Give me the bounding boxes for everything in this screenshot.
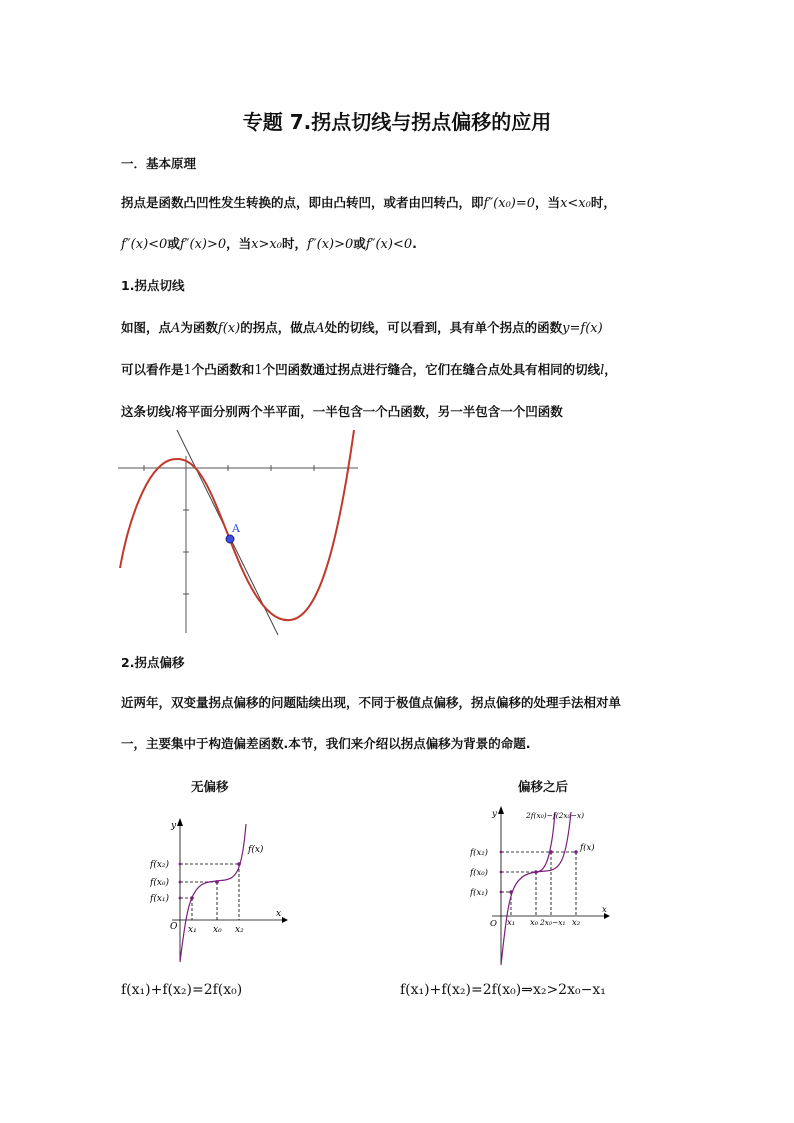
fx1-label: f(x₁): [470, 888, 488, 898]
points: [179, 862, 241, 900]
section-heading-offset: 2.拐点偏移: [121, 655, 185, 670]
x1-label: x₁: [188, 925, 197, 935]
figure-caption-no-offset: 无偏移: [191, 779, 229, 794]
text: .: [412, 236, 417, 251]
math: l: [171, 405, 176, 420]
text: 个凹函数通过拐点进行缝合，它们在缝合点处具有相同的切线: [262, 362, 601, 377]
math: A: [171, 321, 181, 336]
fx0-label: f(x₀): [150, 878, 170, 888]
page-title: 专题 7.拐点切线与拐点偏移的应用: [242, 110, 552, 134]
formula-after-offset: f(x₁)+f(x₂)=2f(x₀)⇒x₂>2x₀−x₁: [400, 982, 606, 998]
text: ，: [604, 362, 617, 377]
x-label: x: [602, 905, 607, 915]
text: 处的切线，可以看到，具有单个拐点的函数: [324, 320, 563, 335]
x-arrow-icon: [282, 917, 288, 923]
fx0-label: f(x₀): [470, 868, 488, 878]
y-label: y: [171, 821, 177, 831]
x0-label: x₀: [213, 925, 222, 935]
text: 个凸函数和: [191, 362, 255, 377]
axis-labels: [150, 821, 281, 935]
math: l: [600, 363, 605, 378]
text: ，当: [535, 195, 561, 210]
paragraph-line: [121, 318, 603, 336]
fx2-label: f(x₂): [470, 848, 488, 858]
formula-no-offset: f(x₁)+f(x₂)=2f(x₀): [121, 982, 243, 998]
inflection-point: [226, 535, 234, 543]
math: f″(x)>0: [306, 237, 354, 252]
x2-label: x₂: [235, 925, 244, 935]
guide-lines: [501, 852, 576, 916]
math: f(x): [217, 321, 241, 336]
text: 或: [353, 236, 366, 251]
reflected-curve: [536, 812, 555, 872]
math: x<x₀: [560, 196, 591, 211]
text: 拐点是函数凸凹性发生转换的点，即由凸转凹，或者由凹转凸，即: [121, 195, 484, 210]
paragraph-line: 一，主要集中于构造偏差函数.本节，我们来介绍以拐点偏移为背景的命题.: [121, 736, 531, 751]
paragraph-line: [121, 402, 563, 420]
text: 或: [167, 236, 180, 251]
curve-label: f(x): [248, 845, 264, 855]
after-offset-figure: [470, 800, 615, 968]
text: 时，: [281, 236, 307, 251]
text: 为函数: [180, 320, 218, 335]
y-arrow-icon: [177, 818, 183, 826]
math: f″(x)>0: [179, 237, 227, 252]
figure-caption-after-offset: 偏移之后: [518, 779, 569, 794]
reflected-curve-label: 2f(x₀)−f(2x₀−x): [526, 811, 585, 820]
paragraph-line: 近两年，双变量拐点偏移的问题陆续出现，不同于极值点偏移，拐点偏移的处理手法相对单: [121, 695, 622, 710]
section-heading-tangent: 1.拐点切线: [121, 278, 185, 293]
origin-label: O: [490, 919, 497, 929]
math: y=f(x): [562, 321, 603, 336]
function-curve: [180, 824, 246, 962]
axis-ticks: [144, 465, 314, 594]
math: A: [315, 321, 325, 336]
x1-label: x₁: [507, 918, 516, 928]
inflection-tangent-figure: [118, 428, 363, 638]
x2-label: x₂: [572, 918, 581, 928]
guide-lines: [180, 864, 239, 920]
x2x0-label: 2x₀−x₁: [540, 918, 566, 927]
fx2-label: f(x₂): [150, 860, 170, 870]
text: 的拐点，做点: [240, 320, 316, 335]
axis-labels: [470, 809, 607, 929]
origin-label: O: [170, 922, 178, 932]
math: x>x₀: [251, 237, 282, 252]
math: f″(x₀)=0: [483, 196, 536, 211]
text: 这条切线: [121, 404, 172, 419]
paragraph-line: [121, 234, 417, 252]
point-label: A: [232, 522, 240, 535]
y-label: y: [492, 809, 497, 819]
paragraph-line: [121, 360, 617, 378]
text: 时，: [590, 195, 616, 210]
y-arrow-icon: [498, 806, 504, 814]
paragraph-line: [121, 193, 616, 211]
math: f″(x)<0: [121, 237, 168, 252]
section-heading-basic: 一．基本原理: [121, 156, 197, 171]
text: ，当: [226, 236, 252, 251]
curve-label: f(x): [580, 843, 595, 853]
math: f″(x)<0: [365, 237, 413, 252]
text: 如图，点: [121, 320, 172, 335]
math: 1: [254, 363, 263, 378]
text: 可以看作是: [121, 362, 184, 377]
x-label: x: [276, 909, 282, 919]
fx1-label: f(x₁): [150, 894, 170, 904]
no-offset-figure: [150, 812, 290, 967]
math: 1: [183, 363, 192, 378]
x0-label: x₀: [530, 918, 539, 928]
text: 将平面分别两个半平面，一半包含一个凸函数，另一半包含一个凹函数: [175, 404, 563, 419]
